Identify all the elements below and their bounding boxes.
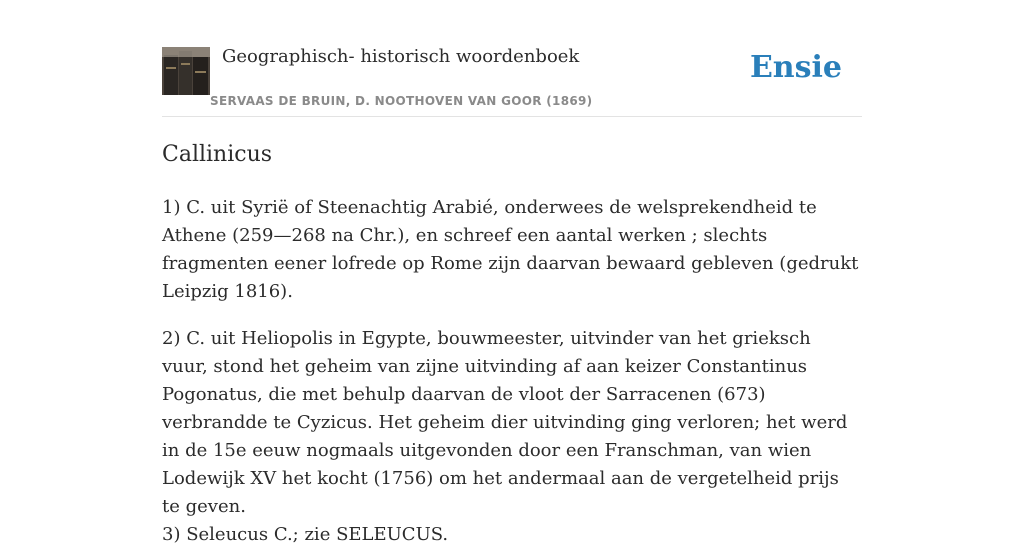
book-title[interactable]: Geographisch- historisch woordenboek	[222, 46, 580, 67]
entry-title: Callinicus	[162, 142, 273, 167]
book-cover-avatar[interactable]	[162, 47, 210, 95]
header	[162, 40, 862, 117]
entry-paragraph-2: 2) C. uit Heliopolis in Egypte, bouwmeester, uitvinder van het grieksch vuur, stond het geheim van zijne uitvinding af aan keizer Constantinus Pogonatus, die met behulp daarvan de vloot der Sarracenen (673) verbrandde te Cyzicus. Het geheim dier uitvinding ging verloren; het werd in de 15e eeuw nogmaals uitgevonden door een Franschman, van wien Lodewijk XV het kocht (1756) om het andermaal aan de vergetelheid prijs te geven.	[162, 328, 848, 517]
book-spines-icon	[162, 47, 210, 95]
ensie-logo-link[interactable]: Ensie	[749, 50, 842, 85]
entry-paragraph-3: 3) Seleucus C.; zie SELEUCUS.	[162, 524, 449, 545]
book-author: SERVAAS DE BRUIN, D. NOOTHOVEN VAN GOOR (1869)	[210, 94, 593, 108]
entry-content	[162, 140, 862, 549]
entry-paragraph-1: 1) C. uit Syrië of Steenachtig Arabié, onderwees de welsprekendheid te Athene (259—268 na Chr.), en schreef een aantal werken ; slechts fragmenten eener lofrede op Rome zijn daarvan bewaard gebleven (gedrukt Leipzig 1816).	[162, 197, 859, 302]
